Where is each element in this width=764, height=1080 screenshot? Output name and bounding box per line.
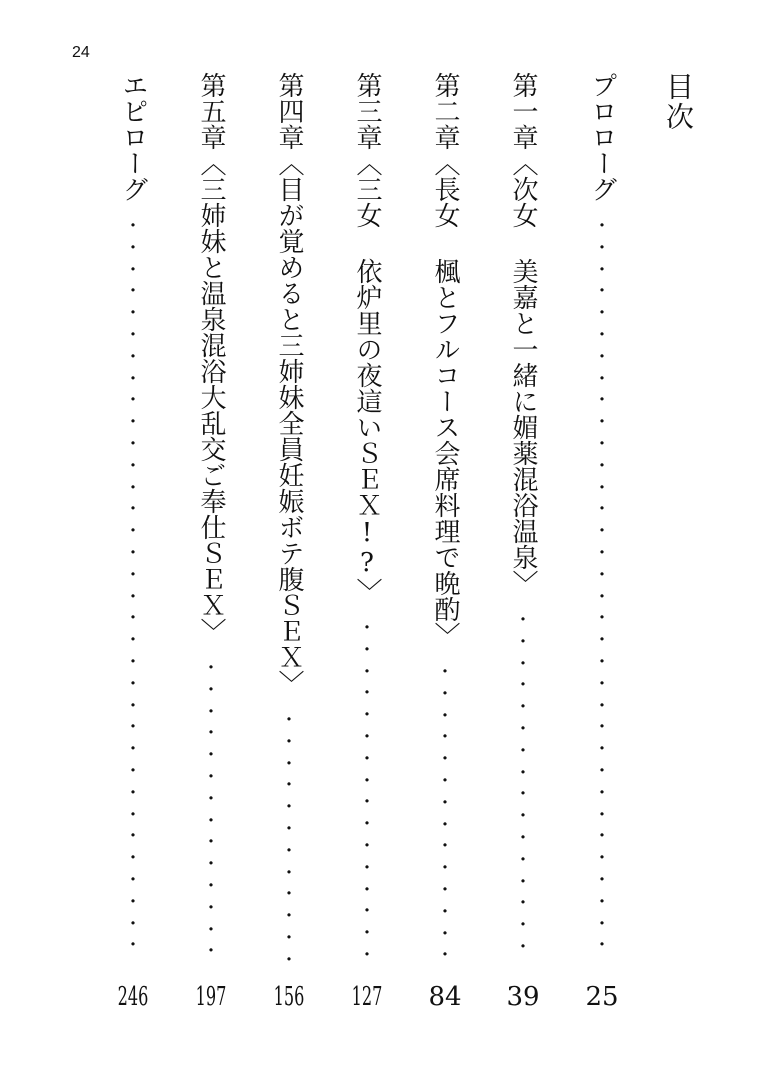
toc-entry-chapter-4 [271,72,307,1012]
dot-leader: ・ ・ ・ ・ ・ ・ ・ ・ ・ ・ ・ ・ [280,710,298,971]
toc-entry-chapter-3 [349,72,385,1012]
page-number: 24 [72,44,90,61]
entry-page-number: 84 [428,982,462,1012]
entry-label: 第一章〈次女 美嘉と一緒に媚薬混浴温泉〉 [508,72,538,596]
toc-entry-prologue [584,72,620,1012]
toc-entry-chapter-2 [427,72,463,1012]
dot-leader: ・ ・ ・ ・ ・ ・ ・ ・ ・ ・ ・ ・ ・ ・ ・ ・ ・ ・ ・ ・ ・ ・ ・ ・ ・ ・ ・ ・ ・ ・ ・ ・ ・ ・ [124,216,142,957]
toc-entry-epilogue [115,72,151,1012]
dot-leader: ・ ・ ・ ・ ・ ・ ・ ・ ・ ・ ・ ・ ・ ・ [436,662,454,967]
entry-page-number: 156 [273,982,305,1012]
toc-entry-chapter-5 [193,72,229,1012]
entry-label: エピローグ [118,72,148,202]
entry-label: 第二章〈長女 楓とフルコース会席料理で晩酌〉 [430,72,460,648]
dot-leader: ・ ・ ・ ・ ・ ・ ・ ・ ・ ・ ・ ・ ・ ・ [202,658,220,963]
entry-page-number: 127 [351,982,383,1012]
entry-label: 第四章〈目が覚めると三姉妹全員妊娠ボテ腹ＳＥＸ〉 [274,72,304,696]
dot-leader: ・ ・ ・ ・ ・ ・ ・ ・ ・ ・ ・ ・ ・ ・ ・ ・ [514,610,532,958]
entry-page-number: 39 [506,982,540,1012]
entry-page-number: 197 [195,982,227,1012]
entry-page-number: 25 [585,982,619,1012]
dot-leader: ・ ・ ・ ・ ・ ・ ・ ・ ・ ・ ・ ・ ・ ・ ・ ・ ・ ・ ・ ・ ・ ・ ・ ・ ・ ・ ・ ・ ・ ・ ・ ・ ・ ・ [593,216,611,957]
dot-leader: ・ ・ ・ ・ ・ ・ ・ ・ ・ ・ ・ ・ ・ ・ ・ ・ [358,618,376,966]
toc-title: 目次 [662,72,695,132]
entry-page-number: 246 [117,982,149,1012]
toc-entry-chapter-1 [505,72,541,1012]
entry-label: プロローグ [587,72,617,202]
entry-label: 第五章〈三姉妹と温泉混浴大乱交ご奉仕ＳＥＸ〉 [196,72,226,644]
entry-label: 第三章〈三女 依炉里の夜這いＳＥＸ!?〉 [352,72,382,604]
